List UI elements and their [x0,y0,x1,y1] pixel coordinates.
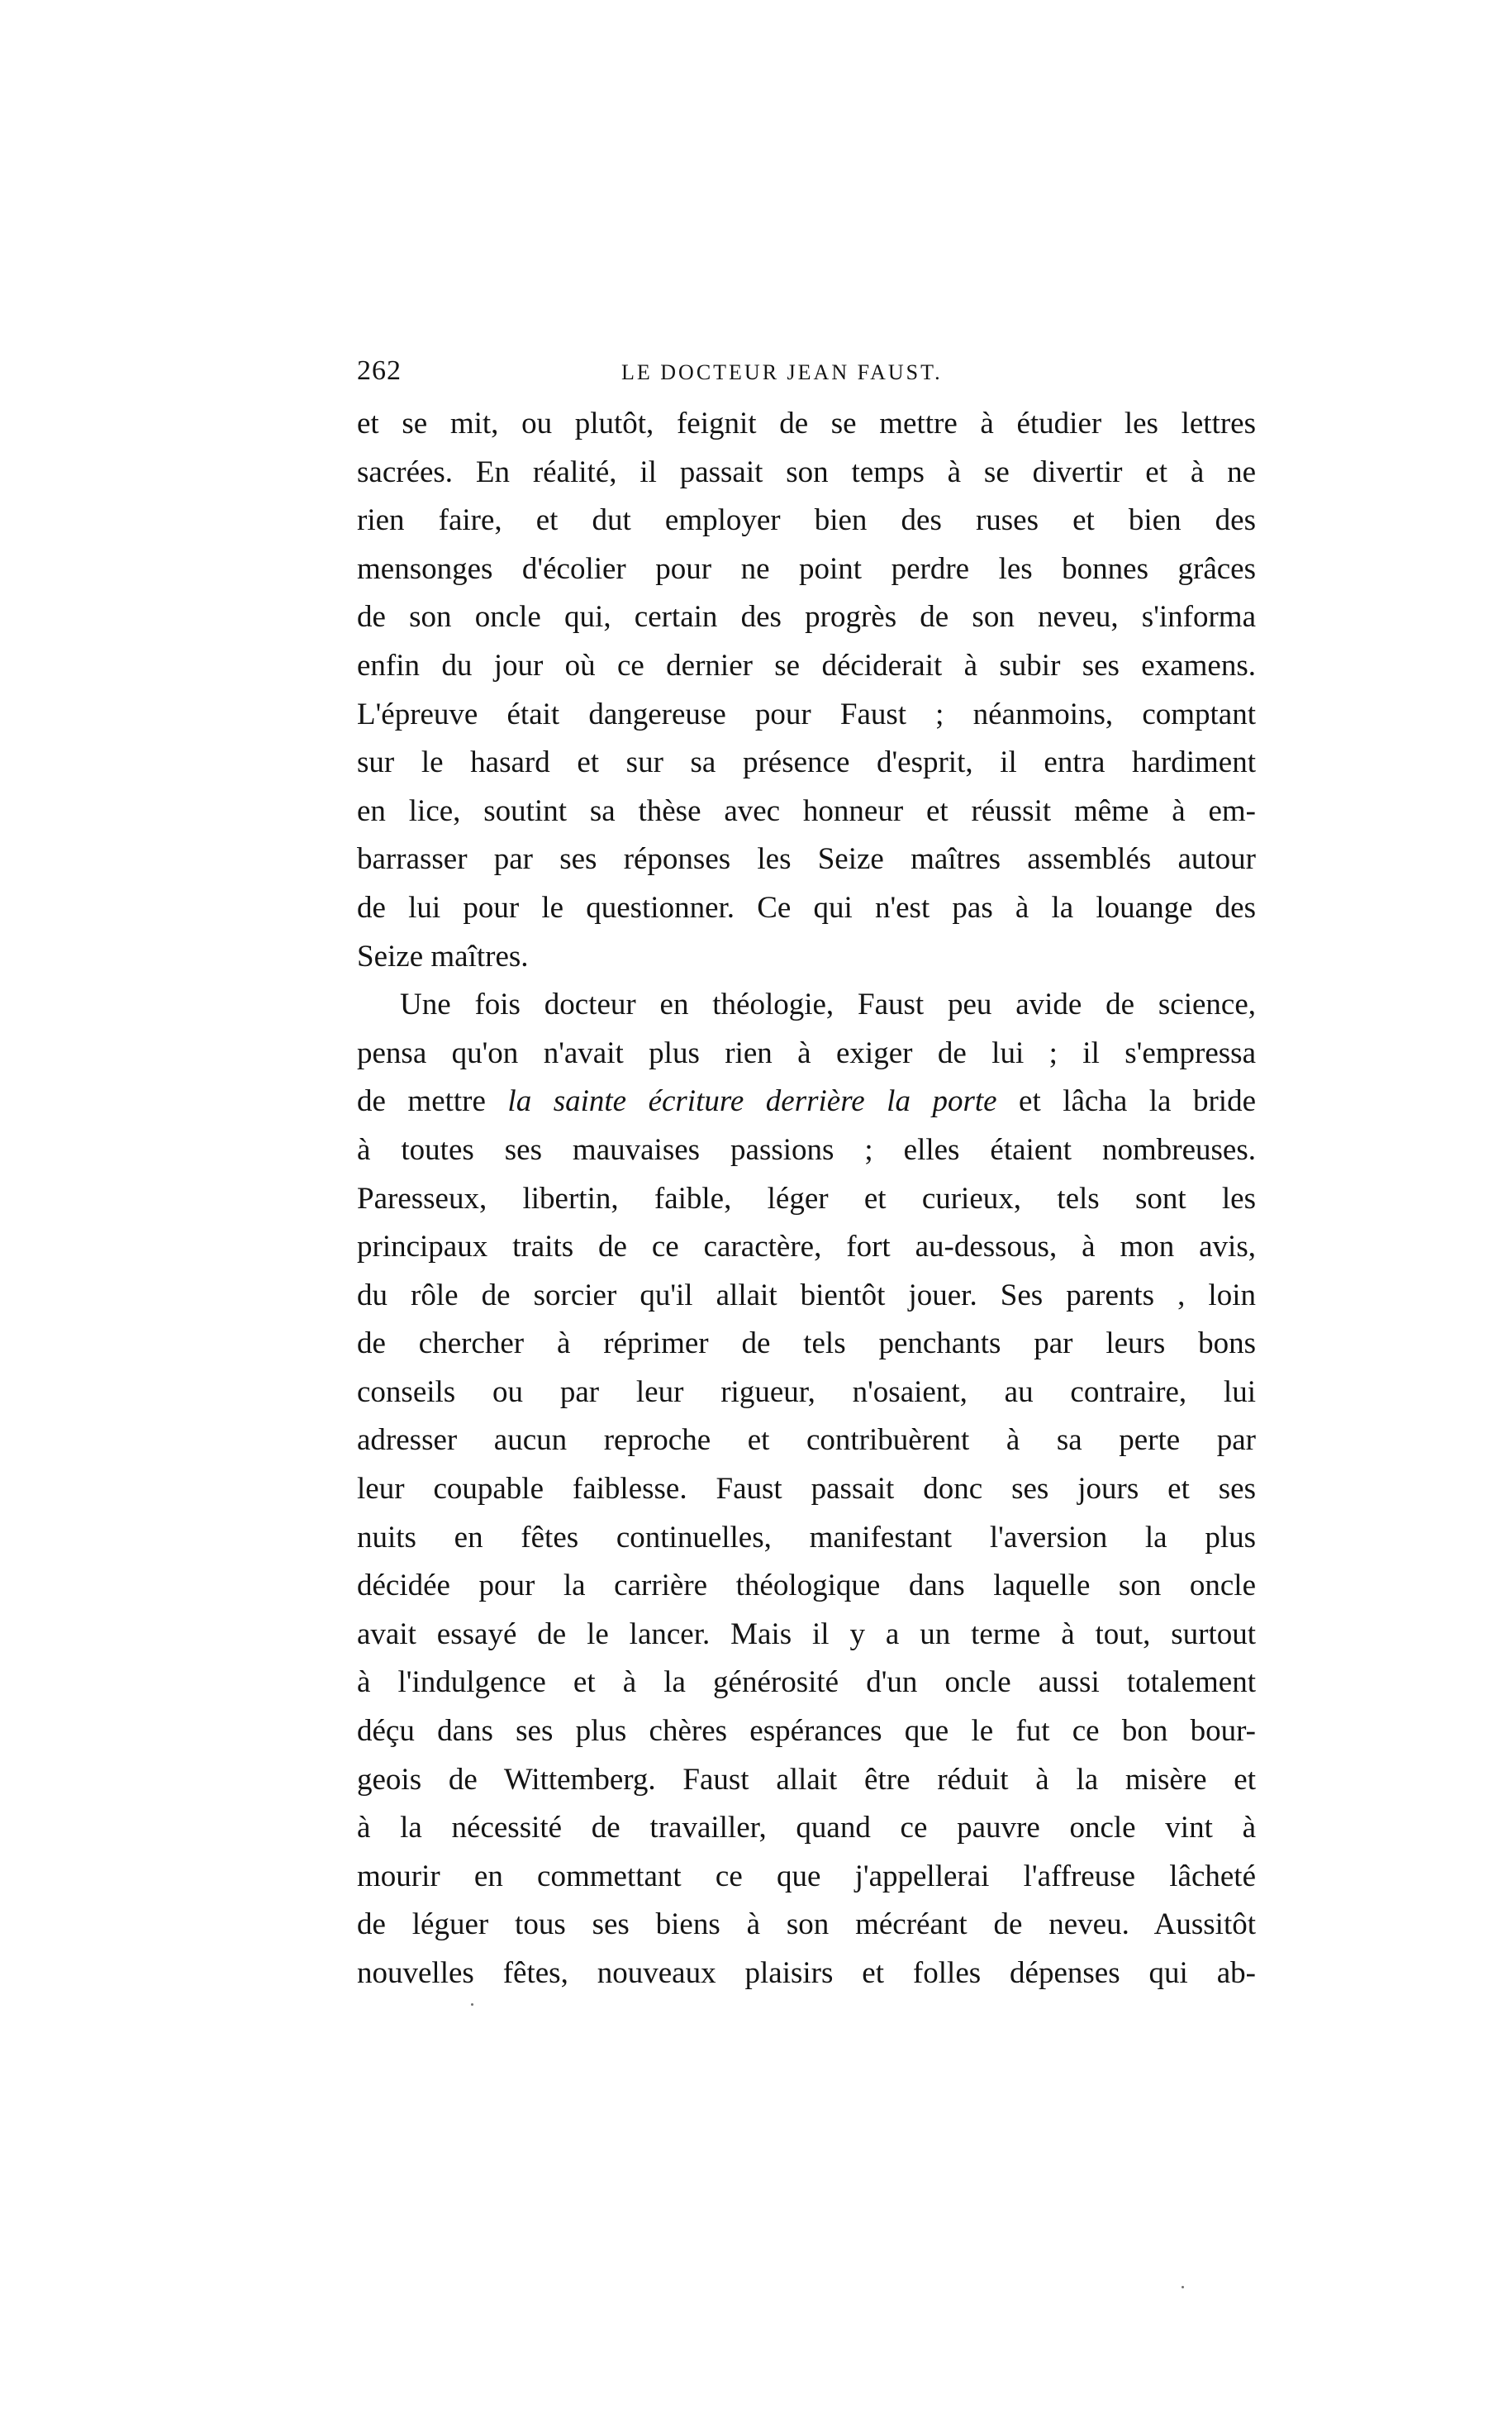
text-line: à l'indulgence et à la générosité d'un oncle aussi totalement [357,1665,1256,1700]
text-line: adresser aucun reproche et contribuèrent à sa perte par [357,1423,1256,1458]
text-line: de son oncle qui, certain des progrès de son neveu, s'informa [357,600,1256,635]
paragraph-start-line: Une fois docteur en théologie, Faust peu avide de science, [400,988,1256,1022]
paper-speck [1182,2286,1184,2288]
line-text-before-italic: de mettre [357,1084,508,1119]
text-line: du rôle de sorcier qu'il allait bientôt jouer. Ses parents , loin [357,1278,1256,1312]
text-line: barrasser par ses réponses les Seize maîtres assemblés autour [357,842,1256,877]
text-line: à toutes ses mauvaises passions ; elles étaient nombreuses. [357,1132,1256,1167]
text-line: sacrées. En réalité, il passait son temps à se divertir et à ne [357,455,1256,489]
text-line: à la nécessité de travailler, quand ce pauvre oncle vint à [357,1811,1256,1845]
text-line: déçu dans ses plus chères espérances que le fut ce bon bour- [357,1714,1256,1749]
text-line: L'épreuve était dangereuse pour Faust ; néanmoins, comptant [357,697,1256,731]
text-line-with-italic [357,1078,1256,1126]
paper-speck [471,2003,473,2006]
text-line: principaux traits de ce caractère, fort au-dessous, à mon avis, [357,1230,1256,1264]
text-line: et se mit, ou plutôt, feignit de se mettre à étudier les lettres [357,407,1256,440]
text-line: geois de Wittemberg. Faust allait être réduit à la misère et [357,1762,1256,1797]
running-head: LE DOCTEUR JEAN FAUST. [621,360,943,384]
text-line: nouvelles fêtes, nouveaux plaisirs et folles dépenses qui ab- [357,1956,1256,1990]
text-line: rien faire, et dut employer bien des ruses et bien des [357,503,1256,538]
text-line: mensonges d'écolier pour ne point perdre les bonnes grâces [357,551,1256,586]
text-line: nuits en fêtes continuelles, manifestant l'aversion la plus [357,1520,1256,1555]
page-header [357,355,1266,395]
text-line: avait essayé de le lancer. Mais il y a un terme à tout, surtout [357,1616,1256,1651]
text-line: leur coupable faiblesse. Faust passait donc ses jours et ses [357,1472,1256,1507]
text-line: Seize maîtres. [357,939,529,974]
line-text-after-italic: et lâcha la bride [996,1084,1256,1119]
page-number: 262 [357,355,402,386]
text-line: en lice, soutint sa thèse avec honneur et réussit même à em- [357,793,1256,828]
text-line: sur le hasard et sur sa présence d'esprit, il entra hardiment [357,745,1256,780]
text-line: conseils ou par leur rigueur, n'osaient, au contraire, lui [357,1374,1256,1409]
text-line: pensa qu'on n'avait plus rien à exiger de lui ; il s'empressa [357,1036,1256,1070]
text-line: décidée pour la carrière théologique dans laquelle son oncle [357,1569,1256,1603]
text-line: de chercher à réprimer de tels penchants par leurs bons [357,1326,1256,1361]
text-line: de lui pour le questionner. Ce qui n'est pas à la louange des [357,890,1256,925]
text-line: mourir en commettant ce que j'appellerai l'affreuse lâcheté [357,1859,1256,1893]
text-line: de léguer tous ses biens à son mécréant de neveu. Aussitôt [357,1907,1256,1942]
text-line: Paresseux, libertin, faible, léger et curieux, tels sont les [357,1181,1256,1216]
body-text [357,400,1256,1998]
italic-phrase: la sainte écriture derrière la porte [507,1084,997,1119]
text-line: enfin du jour où ce dernier se déciderait à subir ses examens. [357,648,1256,683]
